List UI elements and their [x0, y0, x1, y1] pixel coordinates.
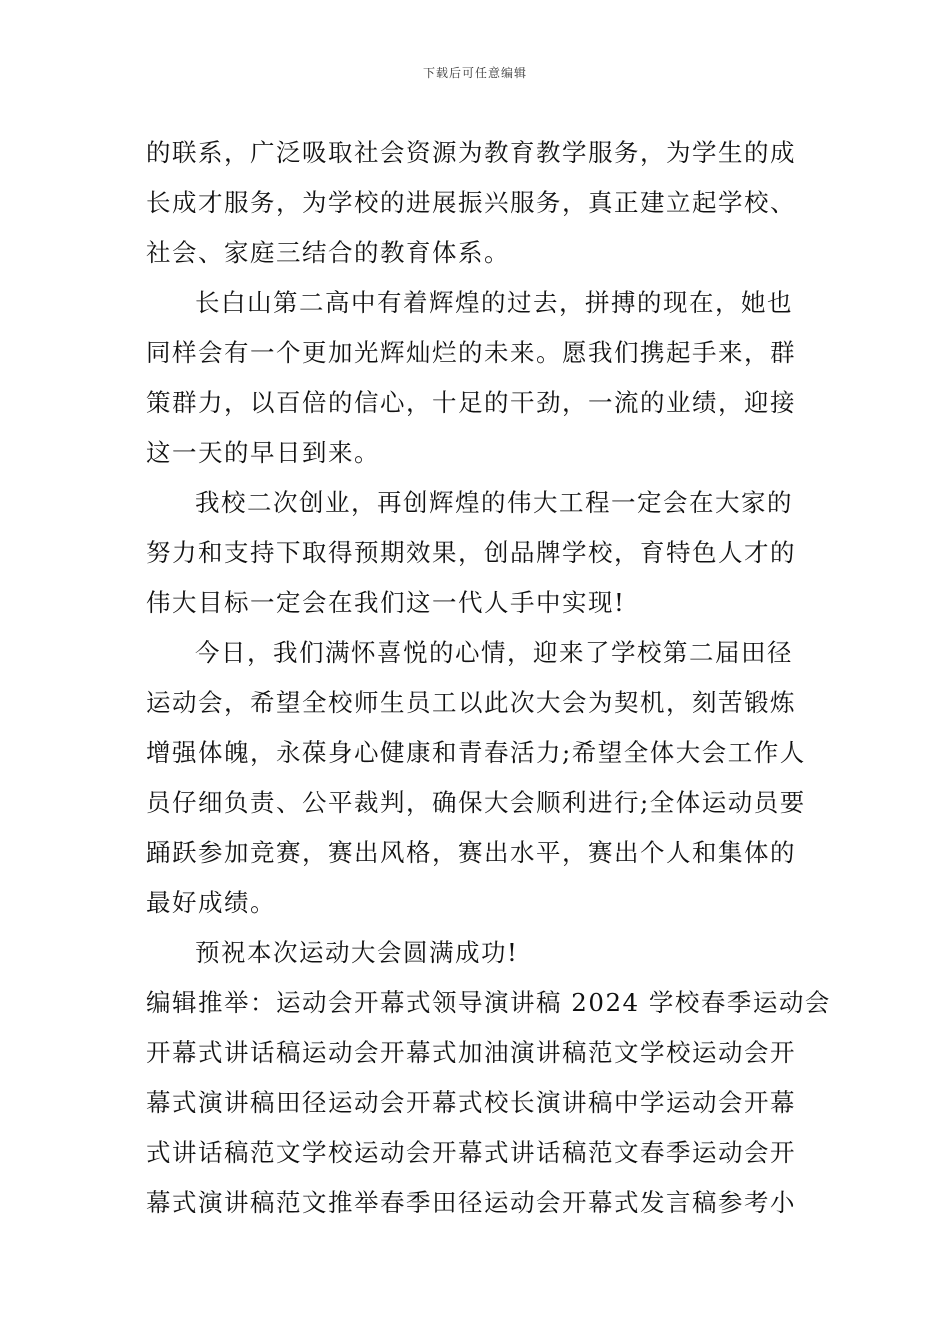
text-line: 同样会有一个更加光辉灿烂的未来。愿我们携起手来，群: [146, 338, 796, 367]
paragraph-first-line: 预祝本次运动大会圆满成功!: [195, 938, 519, 967]
recommendation-line: 编辑推举：运动会开幕式领导演讲稿 2024 学校春季运动会: [146, 988, 831, 1017]
recommendation-line: 式讲话稿范文学校运动会开幕式讲话稿范文春季运动会开: [146, 1138, 796, 1167]
text-line: 努力和支持下取得预期效果，创品牌学校，育特色人才的: [146, 538, 796, 567]
recommendation-line: 开幕式讲话稿运动会开幕式加油演讲稿范文学校运动会开: [146, 1038, 796, 1067]
paragraph-first-line: 我校二次创业，再创辉煌的伟大工程一定会在大家的: [195, 488, 793, 517]
text-line: 伟大目标一定会在我们这一代人手中实现!: [146, 588, 626, 617]
paragraph-first-line: 今日，我们满怀喜悦的心情，迎来了学校第二届田径: [195, 638, 793, 667]
paragraph-first-line: 长白山第二高中有着辉煌的过去，拼搏的现在，她也: [195, 288, 793, 317]
text-line: 员仔细负责、公平裁判，确保大会顺利进行;全体运动员要: [146, 788, 806, 817]
text-line: 社会、家庭三结合的教育体系。: [146, 238, 510, 267]
text-line: 运动会，希望全校师生员工以此次大会为契机，刻苦锻炼: [146, 688, 796, 717]
page-header: 下载后可任意编辑: [422, 66, 527, 80]
text-line: 这一天的早日到来。: [146, 438, 380, 467]
text-line: 策群力，以百倍的信心，十足的干劲，一流的业绩，迎接: [146, 388, 796, 417]
text-line: 长成才服务，为学校的进展振兴服务，真正建立起学校、: [146, 188, 796, 217]
text-line: 踊跃参加竞赛，赛出风格，赛出水平，赛出个人和集体的: [146, 838, 796, 867]
recommendation-line: 幕式演讲稿田径运动会开幕式校长演讲稿中学运动会开幕: [146, 1088, 796, 1117]
text-line: 最好成绩。: [146, 888, 276, 917]
recommendation-line: 幕式演讲稿范文推举春季田径运动会开幕式发言稿参考小: [146, 1188, 796, 1217]
text-line: 增强体魄，永葆身心健康和青春活力;希望全体大会工作人: [146, 738, 806, 767]
document-body: [146, 128, 831, 1228]
text-line: 的联系，广泛吸取社会资源为教育教学服务，为学生的成: [146, 138, 796, 167]
